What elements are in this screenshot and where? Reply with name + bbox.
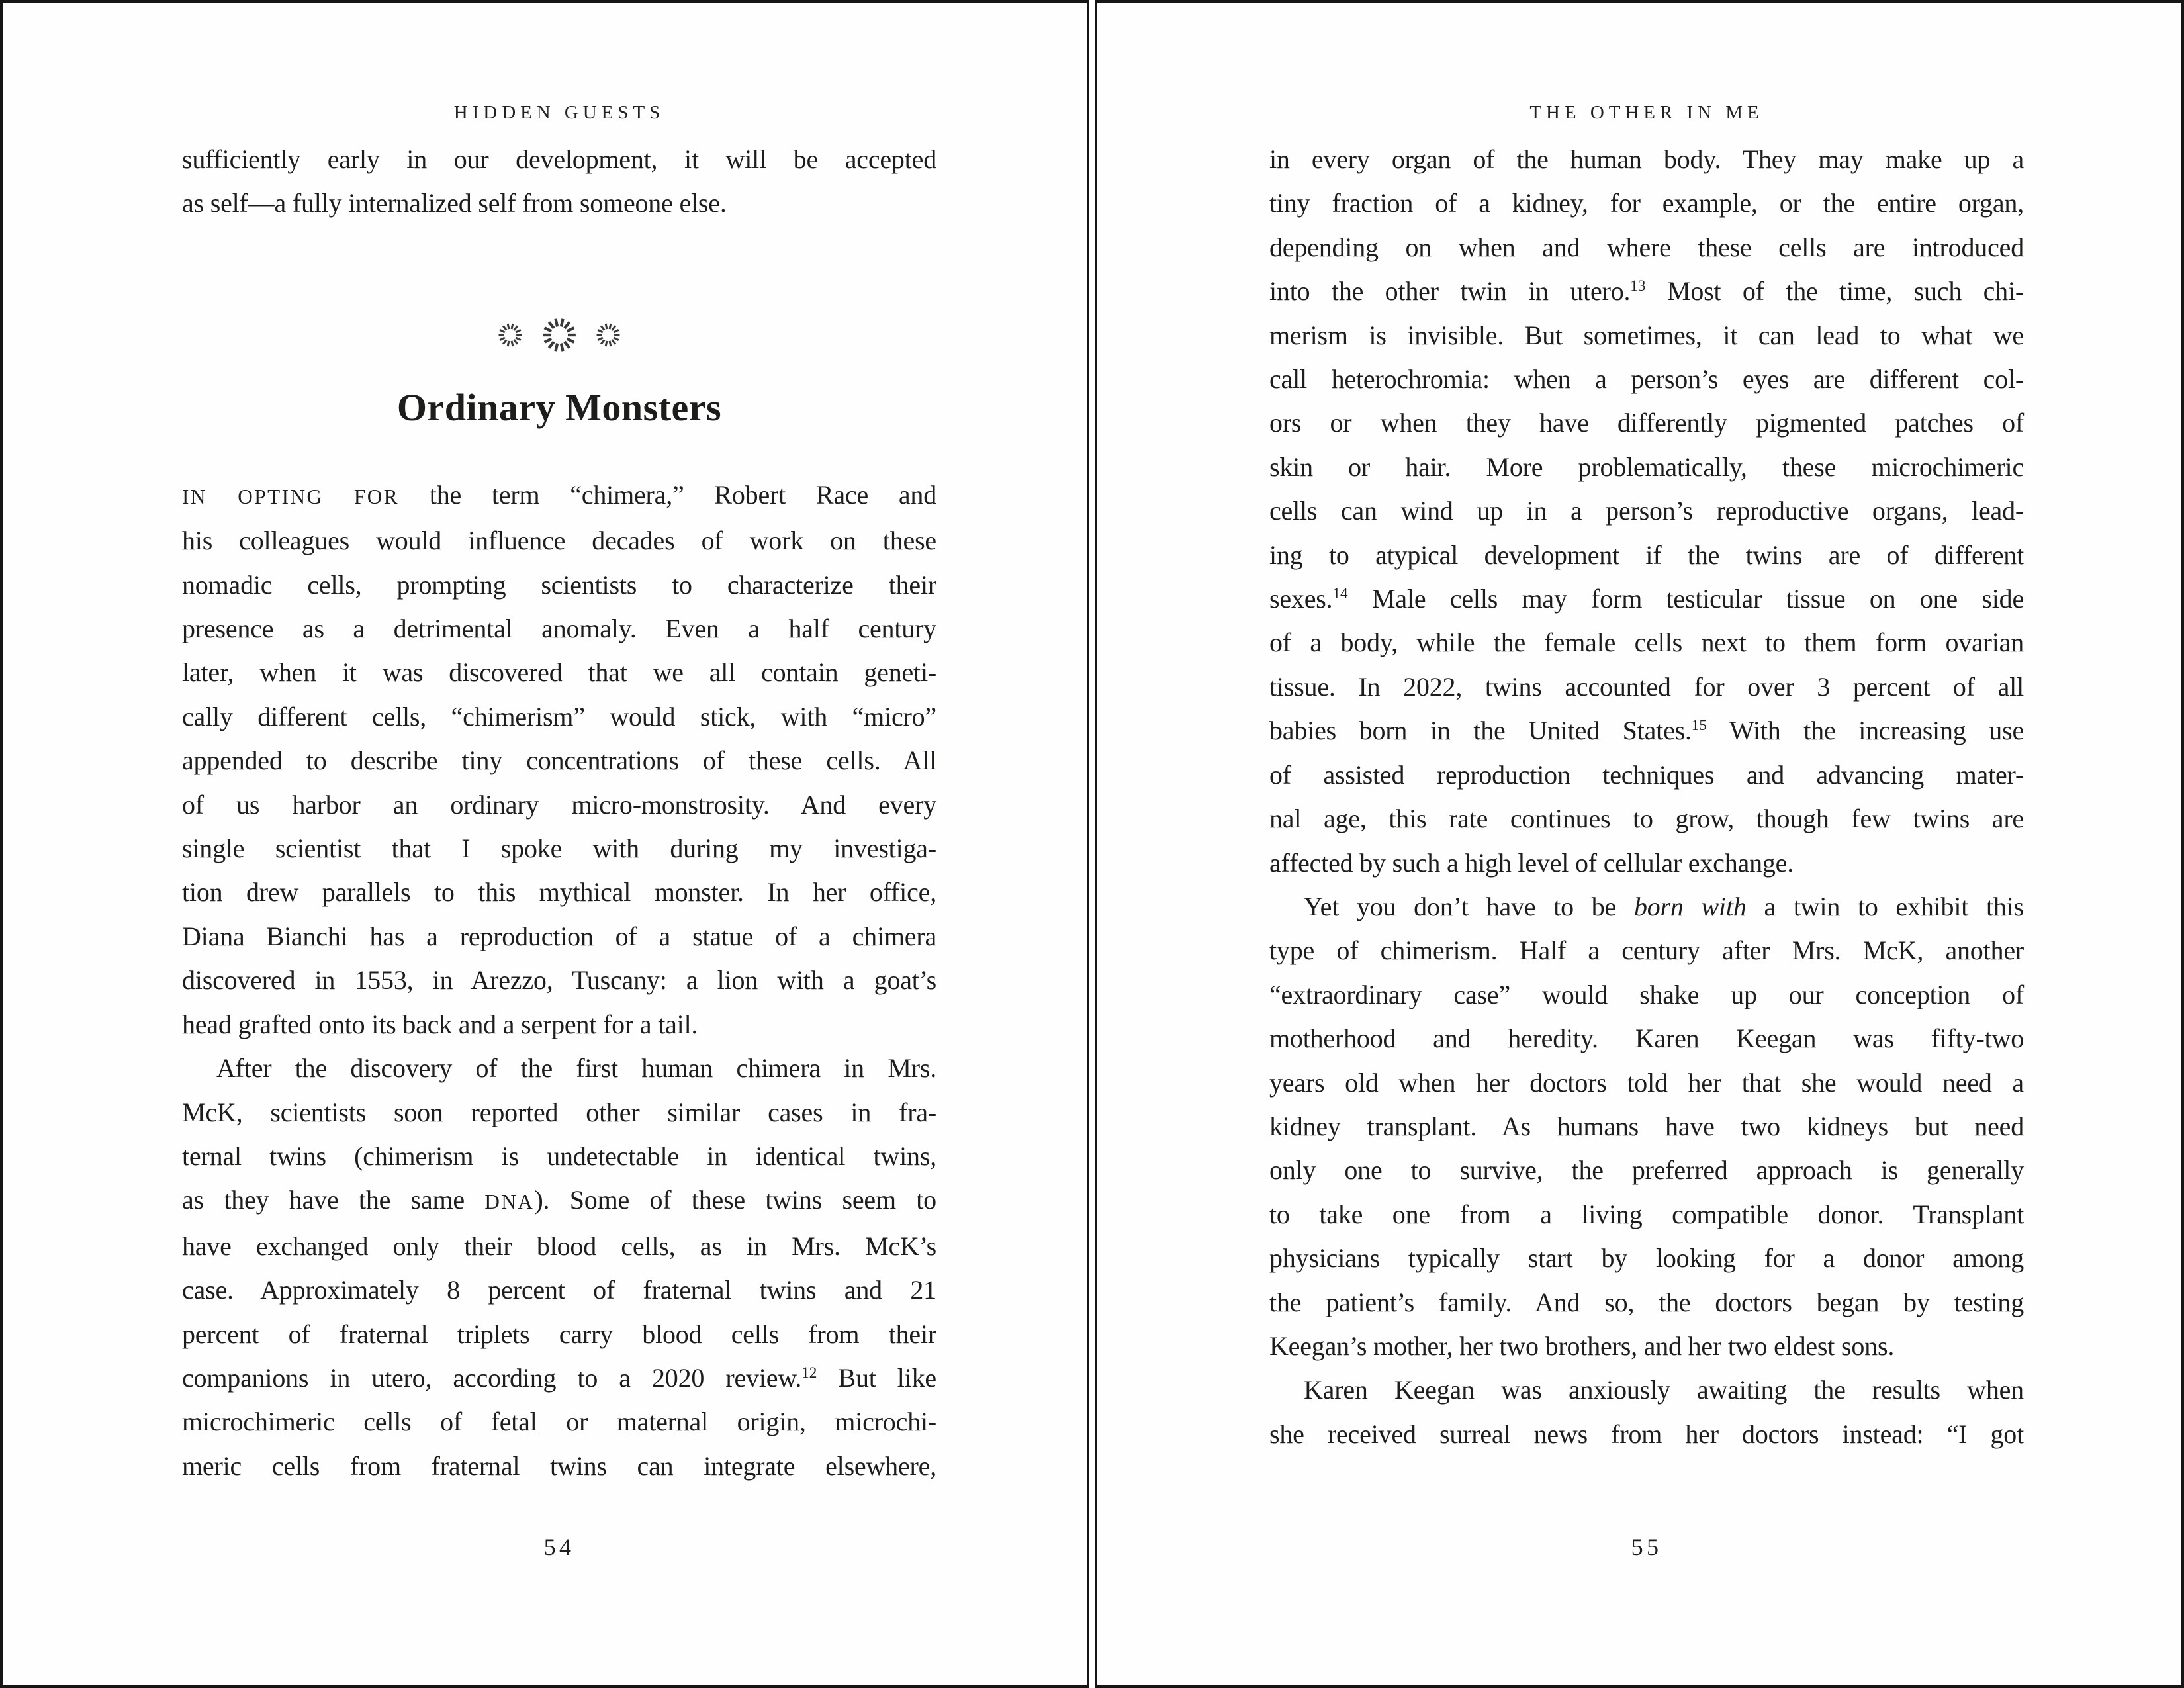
text-line (1269, 1368, 2024, 1412)
text-segment: a twin to exhibit this (1746, 891, 2024, 921)
text-segment: skin or hair. More problematically, these microchimeric (1269, 451, 2024, 482)
text-segment: discovered in 1553, in Arezzo, Tuscany: a lion with a goat’s (182, 965, 936, 996)
text-segment: the term “chimera,” Robert Race and (399, 479, 936, 510)
text-line (182, 783, 936, 827)
text-line (1269, 269, 2024, 313)
text-line (182, 473, 936, 519)
text-segment: Karen Keegan was anxiously awaiting the results when (1304, 1375, 2024, 1405)
text-segment: the patient’s family. And so, the doctors began by testing (1269, 1287, 2024, 1317)
starburst-icon (541, 317, 577, 353)
text-line (1269, 1149, 2024, 1192)
text-segment: into the other twin in utero. (1269, 276, 1631, 306)
text-line (1269, 1281, 2024, 1325)
text-line (1269, 489, 2024, 533)
text-segment: McK, scientists soon reported other similar cases in fra- (182, 1097, 936, 1127)
text-segment: Most of the time, such chi- (1645, 276, 2024, 306)
page-text-column (1269, 138, 2024, 1456)
text-line (1269, 973, 2024, 1017)
text-line (1269, 841, 2024, 885)
text-line (1269, 534, 2024, 577)
superscript-text: 13 (1630, 277, 1646, 295)
text-line (182, 1091, 936, 1135)
text-line (1269, 1413, 2024, 1456)
text-line (182, 1313, 936, 1356)
text-line (182, 1356, 936, 1400)
text-line (1269, 577, 2024, 621)
text-line (1269, 357, 2024, 401)
text-segment: But like (817, 1362, 936, 1393)
text-segment: of assisted reproduction techniques and advancing mater- (1269, 759, 2024, 790)
text-segment: have exchanged only their blood cells, as in Mrs. McK’s (182, 1231, 936, 1261)
text-line (1269, 709, 2024, 753)
text-segment: call heterochromia: when a person’s eyes are different col- (1269, 364, 2024, 395)
text-segment: affected by such a high level of cellular exchange. (1269, 847, 1794, 878)
text-segment: in every organ of the human body. They may make up a (1269, 144, 2024, 174)
text-segment: cells can wind up in a person’s reproductive organs, lead- (1269, 496, 2024, 526)
paragraph-continuation (182, 138, 936, 226)
text-line (182, 959, 936, 1002)
body-text (182, 473, 936, 1488)
text-line (1269, 885, 2024, 929)
superscript-text: 15 (1691, 717, 1707, 735)
text-segment: With the increasing use (1706, 716, 2024, 746)
section-heading: Ordinary Monsters (396, 385, 722, 429)
section-break-ornament (182, 316, 936, 353)
page-text-column (182, 138, 936, 1488)
text-line (1269, 1193, 2024, 1237)
text-segment: Yet you don’t have to be (1304, 891, 1634, 921)
text-segment: babies born in the United States. (1269, 716, 1692, 746)
book-page-right (1095, 0, 2184, 1688)
smallcaps-text: DNA (484, 1190, 535, 1214)
text-line (1269, 445, 2024, 489)
text-line (182, 1003, 936, 1047)
text-segment: to take one from a living compatible donor. Transplant (1269, 1199, 2024, 1229)
text-segment: microchimeric cells of fetal or maternal origin, microchi- (182, 1407, 936, 1437)
text-segment: After the discovery of the first human chimera in Mrs. (216, 1053, 936, 1084)
text-segment: depending on when and where these cells are introduced (1269, 232, 2024, 262)
text-line (1269, 1325, 2024, 1368)
text-segment: ternal twins (chimerism is undetectable in identical twins, (182, 1141, 936, 1171)
text-segment: Keegan’s mother, her two brothers, and her two eldest sons. (1269, 1331, 1895, 1361)
text-line (1269, 1017, 2024, 1060)
text-line (182, 1047, 936, 1090)
italic-text: born with (1633, 891, 1747, 921)
superscript-text: 12 (801, 1364, 817, 1382)
text-segment: tiny fraction of a kidney, for example, or the entire organ, (1269, 188, 2024, 218)
text-segment: of a body, while the female cells next to them form ovarian (1269, 628, 2024, 658)
body-text (1269, 138, 2024, 1456)
page-number: 55 (1631, 1534, 1662, 1560)
text-line (182, 563, 936, 607)
starburst-icon (596, 322, 621, 348)
text-line (1269, 1105, 2024, 1149)
text-segment: meric cells from fraternal twins can integrate elsewhere, (182, 1450, 936, 1481)
text-line (182, 695, 936, 739)
text-line (182, 181, 936, 225)
text-segment: type of chimerism. Half a century after Mrs. McK, another (1269, 935, 2024, 966)
text-segment: of us harbor an ordinary micro-monstrosity. And every (182, 789, 936, 820)
text-segment: years old when her doctors told her that she would need a (1269, 1067, 2024, 1098)
text-line (1269, 401, 2024, 445)
text-line (182, 870, 936, 914)
text-segment: she received surreal news from her doctors instead: “I got (1269, 1419, 2024, 1449)
text-segment: Diana Bianchi has a reproduction of a statue of a chimera (182, 921, 936, 951)
text-segment: head grafted onto its back and a serpent for a tail. (182, 1009, 698, 1039)
text-line (1269, 753, 2024, 797)
book-page-left (0, 0, 1089, 1688)
text-line (182, 1400, 936, 1444)
text-line (182, 915, 936, 959)
text-line (1269, 929, 2024, 972)
text-segment: only one to survive, the preferred approach is generally (1269, 1155, 2024, 1186)
text-line (1269, 665, 2024, 709)
text-line (182, 1135, 936, 1178)
text-segment: appended to describe tiny concentrations of these cells. All (182, 745, 936, 776)
text-segment: companions in utero, according to a 2020 review. (182, 1362, 802, 1393)
text-line (182, 607, 936, 651)
text-line (1269, 138, 2024, 181)
smallcaps-text: IN OPTING FOR (182, 485, 400, 508)
text-segment: Male cells may form testicular tissue on one side (1347, 584, 2024, 614)
text-line (182, 827, 936, 870)
text-segment: single scientist that I spoke with during my investiga- (182, 833, 936, 864)
text-line (182, 1225, 936, 1268)
superscript-text: 14 (1332, 585, 1348, 603)
text-segment: as they have the same (182, 1185, 485, 1215)
text-line (182, 651, 936, 694)
text-segment: case. Approximately 8 percent of fraternal twins and 21 (182, 1275, 936, 1305)
text-segment: presence as a detrimental anomaly. Even a half century (182, 614, 936, 644)
text-segment: motherhood and heredity. Karen Keegan was fifty-two (1269, 1023, 2024, 1054)
text-segment: as self—a fully internalized self from someone else. (182, 188, 727, 218)
text-line (1269, 797, 2024, 841)
text-line (182, 739, 936, 782)
text-line (1269, 226, 2024, 269)
page-number: 54 (543, 1534, 575, 1560)
text-line (182, 1178, 936, 1224)
text-segment: kidney transplant. As humans have two kidneys but need (1269, 1111, 2024, 1141)
text-line (1269, 181, 2024, 225)
text-line (182, 1268, 936, 1312)
text-segment: sufficiently early in our development, it will be accepted (182, 144, 936, 174)
text-segment: sexes. (1269, 584, 1333, 614)
text-segment: nomadic cells, prompting scientists to characterize their (182, 569, 936, 600)
text-segment: merism is invisible. But sometimes, it can lead to what we (1269, 320, 2024, 350)
text-segment: ). Some of these twins seem to (534, 1185, 936, 1215)
running-head: HIDDEN GUESTS (453, 102, 665, 123)
text-segment: later, when it was discovered that we all contain geneti- (182, 657, 936, 688)
text-segment: physicians typically start by looking for a donor among (1269, 1243, 2024, 1274)
text-line (1269, 621, 2024, 665)
text-segment: percent of fraternal triplets carry blood cells from their (182, 1319, 936, 1349)
text-segment: his colleagues would influence decades of work on these (182, 526, 936, 556)
starburst-icon (498, 322, 523, 348)
text-segment: tissue. In 2022, twins accounted for over 3 percent of all (1269, 671, 2024, 702)
text-line (1269, 314, 2024, 357)
text-line (1269, 1237, 2024, 1280)
text-segment: nal age, this rate continues to grow, though few twins are (1269, 804, 2024, 834)
text-segment: ing to atypical development if the twins are of different (1269, 539, 2024, 570)
text-segment: “extraordinary case” would shake up our conception of (1269, 979, 2024, 1009)
text-segment: ors or when they have differently pigmented patches of (1269, 408, 2024, 438)
text-segment: cally different cells, “chimerism” would stick, with “micro” (182, 701, 936, 731)
text-line (182, 519, 936, 563)
text-segment: tion drew parallels to this mythical monster. In her office, (182, 877, 936, 908)
text-line (1269, 1061, 2024, 1105)
running-head: THE OTHER IN ME (1529, 102, 1764, 123)
text-line (182, 1444, 936, 1488)
text-line (182, 138, 936, 181)
